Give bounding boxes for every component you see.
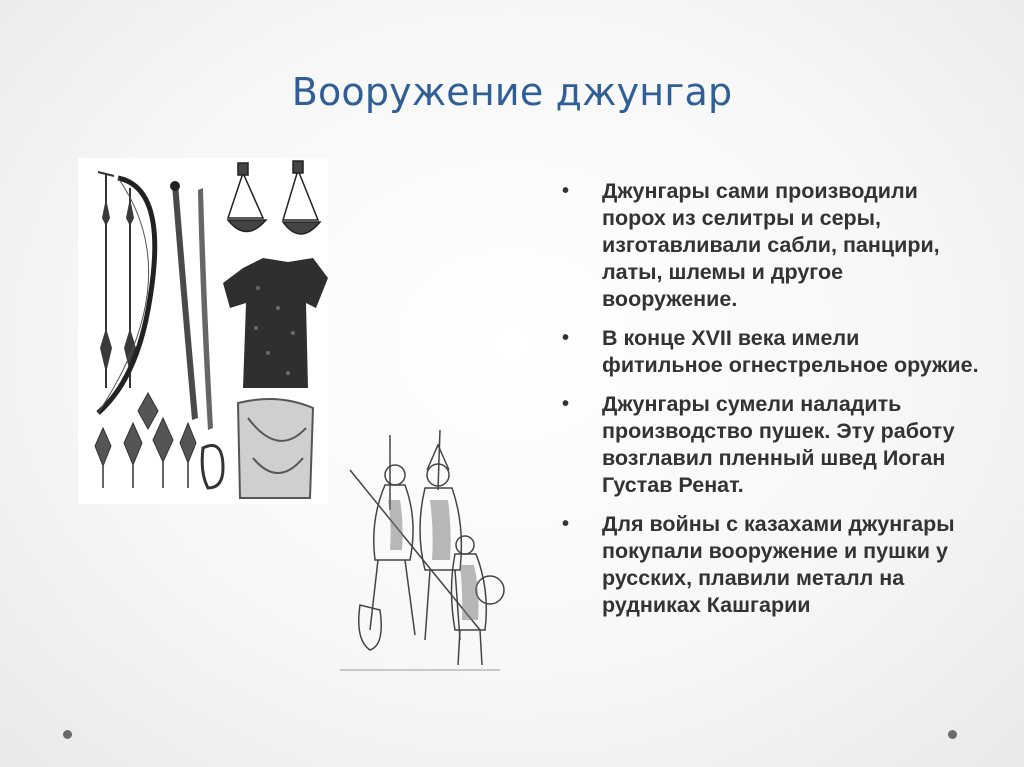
decorative-dot-right <box>948 730 957 739</box>
decorative-dot-left <box>63 730 72 739</box>
bullet-marker: • <box>562 513 570 535</box>
weapons-illustration <box>78 158 328 504</box>
bullet-item <box>560 325 980 379</box>
slide-title: Вооружение джунгар <box>291 70 733 114</box>
bullet-item <box>560 178 980 313</box>
bullet-marker: • <box>562 180 570 202</box>
bullet-item <box>560 391 980 499</box>
bullet-text: Джунгары сумели наладить производство пушек. Эту работу возглавил пленный швед Иоган Густав Ренат. <box>602 392 955 497</box>
bullet-marker: • <box>562 327 570 349</box>
bullet-list <box>560 178 980 631</box>
bullet-item <box>560 511 980 619</box>
bullet-text: Джунгары сами производили порох из селитры и серы, изготавливали сабли, панцири, латы, шлемы и другое вооружение. <box>602 179 940 311</box>
bullet-text: В конце XVII века имели фитильное огнестрельное оружие. <box>602 326 979 377</box>
warriors-illustration <box>330 430 508 678</box>
bullet-text: Для войны с казахами джунгары покупали вооружение и пушки у русских, плавили металл на рудниках Кашгарии <box>602 512 955 617</box>
bullet-marker: • <box>562 393 570 415</box>
